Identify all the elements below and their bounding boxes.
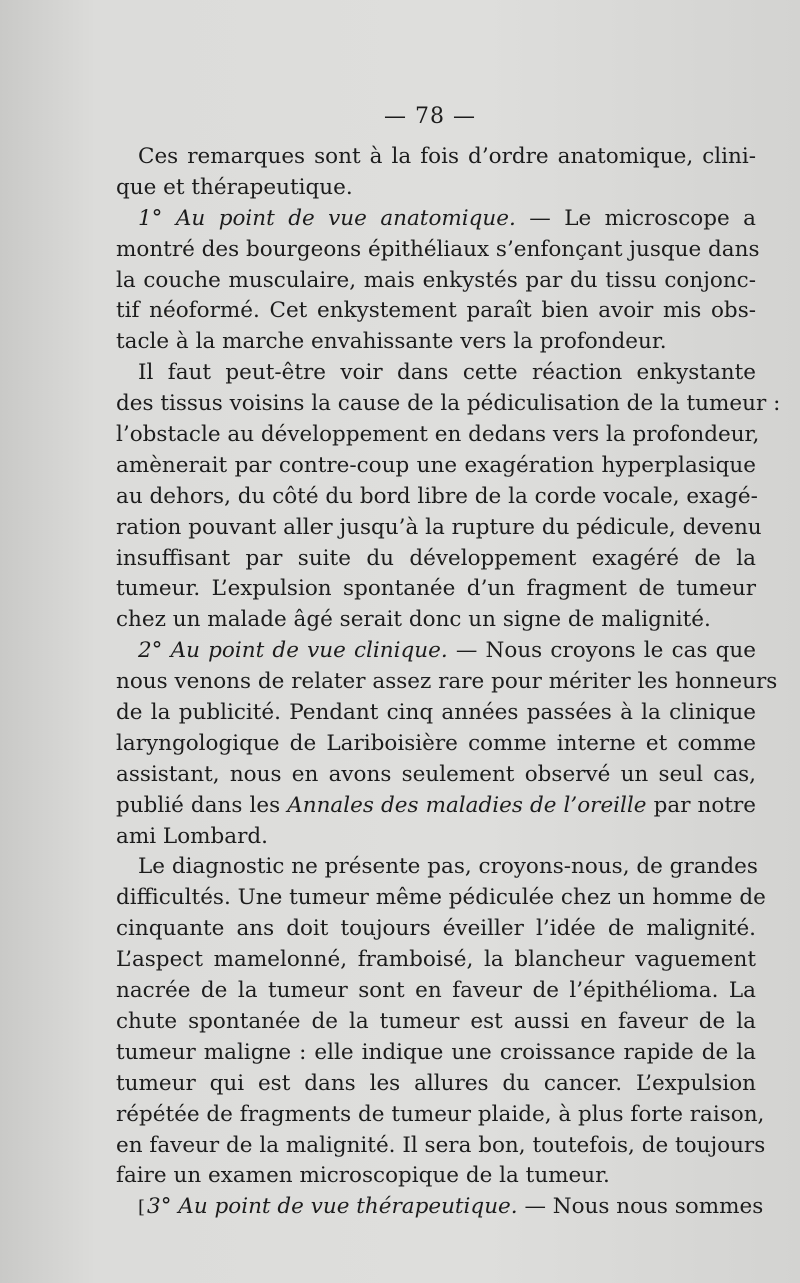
- text-line: [116, 235, 760, 266]
- text-line: [116, 636, 756, 667]
- text-line: [116, 358, 756, 389]
- line-text: insuffisant par suite du développement exagéré de la: [116, 545, 756, 571]
- text-line: [116, 698, 756, 729]
- line-text: tacle à la marche envahissante vers la profondeur.: [116, 329, 667, 355]
- line-text: chute spontanée de la tumeur est aussi en faveur de la: [116, 1008, 756, 1034]
- line-text: amènerait par contre-coup une exagération hyperplasique: [116, 452, 756, 478]
- text-line: [116, 822, 756, 853]
- text-line: [116, 266, 756, 297]
- line-text: tif néoformé. Cet enkystement paraît bien avoir mis obs-: [116, 298, 756, 324]
- text-line: [116, 667, 778, 698]
- line-text: par notre: [646, 792, 756, 818]
- line-text: la couche musculaire, mais enkystés par du tissu conjonc-: [116, 267, 756, 293]
- text-line: [116, 1069, 756, 1100]
- text-line: [116, 451, 756, 482]
- line-text: tumeur maligne : elle indique une croissance rapide de la: [116, 1039, 756, 1065]
- line-text: — Nous croyons le cas que: [447, 638, 756, 664]
- line-text: Le diagnostic ne présente pas, croyons-nous, de grandes: [138, 854, 758, 880]
- line-text: nous venons de relater assez rare pour mériter les honneurs: [116, 669, 778, 695]
- line-text: — Nous nous sommes: [517, 1194, 764, 1220]
- text-line: [116, 729, 756, 760]
- text-line: [116, 1007, 756, 1038]
- text-line: [116, 1131, 766, 1162]
- italic-text: 1° Au point de vue anatomique.: [138, 205, 516, 231]
- line-text: en faveur de la malignité. Il sera bon, toutefois, de toujours: [116, 1132, 766, 1158]
- line-text: tumeur. L’expulsion spontanée d’un fragment de tumeur: [116, 576, 756, 602]
- line-text: ration pouvant aller jusqu’à la rupture du pédicule, devenu: [116, 514, 762, 540]
- italic-text: 2° Au point de vue clinique.: [138, 638, 448, 664]
- page-number: — 78 —: [384, 104, 476, 129]
- text-line: [116, 1161, 756, 1192]
- text-line: [116, 544, 756, 575]
- line-text: Ces remarques sont à la fois d’ordre anatomique, clini-: [138, 144, 756, 169]
- line-text: que et thérapeutique.: [116, 174, 353, 200]
- margin-mark: [: [138, 1197, 146, 1219]
- text-line: [116, 791, 756, 822]
- line-text: des tissus voisins la cause de la pédiculisation de la tumeur :: [116, 391, 781, 417]
- text-line: [116, 976, 756, 1007]
- line-text: nacrée de la tumeur sont en faveur de l’épithélioma. La: [116, 978, 756, 1004]
- line-text: laryngologique de Lariboisière comme interne et comme: [116, 730, 756, 756]
- line-text: Il faut peut-être voir dans cette réaction enkystante: [138, 360, 756, 386]
- line-text: ami Lombard.: [116, 823, 268, 849]
- line-text: montré des bourgeons épithéliaux s’enfonçant jusque dans: [116, 236, 760, 262]
- line-text: difficultés. Une tumeur même pédiculée chez un homme de: [116, 885, 766, 911]
- body-text: [116, 142, 781, 1223]
- text-line: [116, 945, 756, 976]
- text-line: [116, 327, 756, 358]
- text-line: [116, 513, 762, 544]
- text-line: [116, 142, 756, 173]
- line-text: cinquante ans doit toujours éveiller l’idée de malignité.: [116, 916, 756, 942]
- text-line: [116, 852, 756, 883]
- line-text: au dehors, du côté du bord libre de la corde vocale, exagé-: [116, 483, 758, 509]
- text-line: [116, 420, 760, 451]
- line-text: de la publicité. Pendant cinq années passées à la clinique: [116, 700, 756, 726]
- line-text: répétée de fragments de tumeur plaide, à plus forte raison,: [116, 1101, 765, 1127]
- text-line: [116, 883, 766, 914]
- text-line: [116, 574, 756, 605]
- text-line: [116, 482, 756, 513]
- line-text: l’obstacle au développement en dedans vers la profondeur,: [116, 422, 760, 448]
- line-text: — Le microscope a: [515, 205, 756, 231]
- text-line: [116, 389, 781, 420]
- text-line: [116, 1100, 765, 1131]
- text-line: [116, 204, 756, 235]
- text-line: [116, 914, 756, 945]
- text-line: [116, 296, 756, 327]
- line-text: tumeur qui est dans les allures du cancer. L’expulsion: [116, 1070, 756, 1096]
- text-line: [116, 173, 756, 204]
- line-text: assistant, nous en avons seulement observé un seul cas,: [116, 761, 756, 787]
- line-text: faire un examen microscopique de la tumeur.: [116, 1163, 610, 1189]
- italic-text: Annales des maladies de l’oreille: [287, 792, 647, 818]
- text-line: [116, 1038, 756, 1069]
- text-line: [116, 1192, 764, 1223]
- italic-text: 3° Au point de vue thérapeutique.: [147, 1194, 518, 1220]
- line-text: L’aspect mamelonné, framboisé, la blancheur vaguement: [116, 947, 756, 973]
- line-text: chez un malade âgé serait donc un signe de malignité.: [116, 607, 711, 633]
- text-line: [116, 605, 756, 636]
- line-text: publié dans les: [116, 792, 288, 818]
- text-line: [116, 760, 756, 791]
